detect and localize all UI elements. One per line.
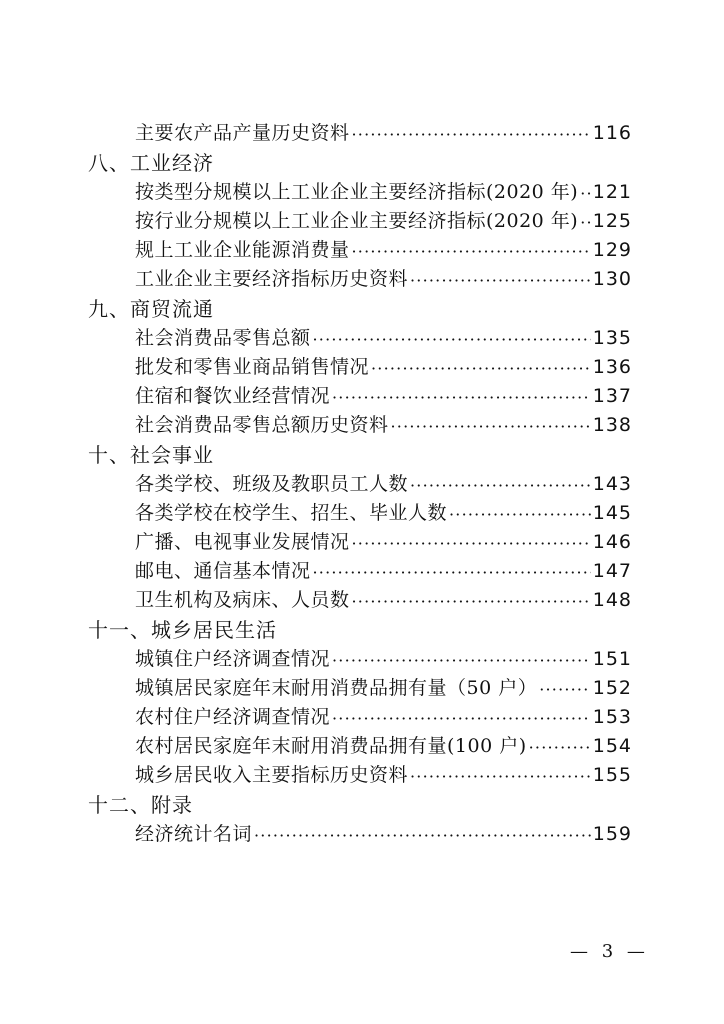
dot-leader: [352, 118, 591, 148]
toc-entry-page: 151: [592, 648, 632, 670]
section-heading: 十、社会事业: [88, 443, 214, 467]
dot-leader: [352, 585, 591, 615]
toc-entry-page: 147: [592, 560, 632, 582]
toc-entry-title: 广播、电视事业发展情况: [135, 531, 350, 553]
toc-entry-page: 130: [592, 268, 632, 290]
dot-leader: [410, 469, 591, 499]
section-heading: 十一、城乡居民生活: [88, 618, 277, 642]
toc-entry-title: 邮电、通信基本情况: [135, 560, 311, 582]
toc-entry[interactable]: [135, 673, 632, 703]
toc-entry[interactable]: [135, 323, 632, 353]
dot-leader: [352, 527, 591, 557]
toc-entry-page: 125: [592, 210, 632, 232]
toc-entry[interactable]: [135, 760, 632, 790]
toc-entry[interactable]: [135, 235, 632, 265]
toc-entry-page: 138: [592, 414, 632, 436]
toc-entry-title: 城乡居民收入主要指标历史资料: [135, 764, 409, 786]
toc-entry-title: 工业企业主要经济指标历史资料: [135, 268, 409, 290]
toc-entry-page: 129: [592, 239, 632, 261]
toc-entry[interactable]: [135, 731, 632, 761]
dot-leader: [410, 264, 591, 294]
toc-entry-title: 住宿和餐饮业经营情况: [135, 385, 331, 407]
toc-entry[interactable]: [135, 702, 632, 732]
toc-entry-title: 农村居民家庭年末耐用消费品拥有量(100 户): [135, 735, 527, 757]
toc-entry[interactable]: [135, 381, 632, 411]
toc-entry-page: 137: [592, 385, 632, 407]
dot-leader: [332, 381, 591, 411]
toc-entry[interactable]: [135, 527, 632, 557]
toc-entry-page: 152: [592, 677, 632, 699]
toc-entry[interactable]: [135, 469, 632, 499]
toc-entry-page: 145: [592, 502, 632, 524]
toc-entry-title: 卫生机构及病床、人员数: [135, 589, 350, 611]
toc-entry-title: 城镇住户经济调查情况: [135, 648, 331, 670]
toc-entry[interactable]: [135, 498, 632, 528]
toc-entry-title: 农村住户经济调查情况: [135, 706, 331, 728]
toc-entry[interactable]: [135, 556, 632, 586]
section-heading: 十二、附录: [88, 793, 193, 817]
toc-entry-title: 社会消费品零售总额: [135, 327, 311, 349]
toc-entry-page: 155: [592, 764, 632, 786]
dot-leader: [313, 556, 591, 586]
toc-entry-page: 143: [592, 473, 632, 495]
dot-leader: [529, 731, 591, 761]
toc-entry-title: 社会消费品零售总额历史资料: [135, 414, 389, 436]
toc-entry[interactable]: [135, 585, 632, 615]
toc-entry[interactable]: [135, 118, 632, 148]
toc-entry[interactable]: [135, 206, 632, 236]
toc-entry-page: 146: [592, 531, 632, 553]
toc-entry-page: 135: [592, 327, 632, 349]
section-heading: 九、商贸流通: [88, 297, 214, 321]
toc-entry[interactable]: [135, 177, 632, 207]
toc-entry-page: 159: [592, 823, 632, 845]
dot-leader: [449, 498, 591, 528]
dot-leader: [332, 644, 591, 674]
toc-entry[interactable]: [135, 644, 632, 674]
dot-leader: [371, 352, 591, 382]
toc-entry-page: 148: [592, 589, 632, 611]
section-heading: 八、工业经济: [88, 151, 214, 175]
dot-leader: [313, 323, 591, 353]
toc-entry-title: 按类型分规模以上工业企业主要经济指标(2020 年): [135, 181, 579, 203]
toc-entry[interactable]: [135, 264, 632, 294]
page-number: — 3 —: [570, 941, 649, 962]
toc-entry-title: 规上工业企业能源消费量: [135, 239, 350, 261]
toc-entry-title: 城镇居民家庭年末耐用消费品拥有量（50 户）: [135, 677, 538, 699]
dot-leader: [580, 177, 591, 207]
toc-entry-page: 116: [592, 122, 632, 144]
dot-leader: [539, 673, 591, 703]
toc-entry-page: 121: [592, 181, 632, 203]
toc-entry-title: 各类学校在校学生、招生、毕业人数: [135, 502, 448, 524]
dot-leader: [254, 819, 591, 849]
toc-entry-page: 153: [592, 706, 632, 728]
dot-leader: [580, 206, 591, 236]
dot-leader: [352, 235, 591, 265]
toc-entry-title: 批发和零售业商品销售情况: [135, 356, 370, 378]
toc-entry[interactable]: [135, 819, 632, 849]
toc-entry[interactable]: [135, 352, 632, 382]
toc-entry-title: 各类学校、班级及教职员工人数: [135, 473, 409, 495]
toc-entry-title: 主要农产品产量历史资料: [135, 122, 350, 144]
dot-leader: [410, 760, 591, 790]
toc-entry[interactable]: [135, 410, 632, 440]
toc-entry-title: 经济统计名词: [135, 823, 253, 845]
dot-leader: [332, 702, 591, 732]
toc-entry-page: 154: [592, 735, 632, 757]
toc-entry-title: 按行业分规模以上工业企业主要经济指标(2020 年): [135, 210, 579, 232]
toc-entry-page: 136: [592, 356, 632, 378]
dot-leader: [391, 410, 591, 440]
